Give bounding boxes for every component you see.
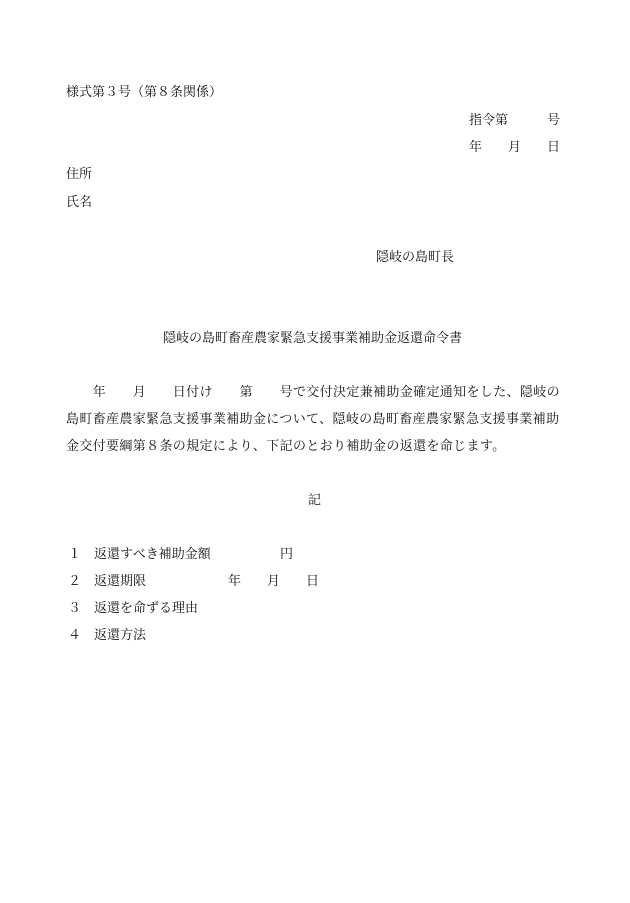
item-label: 返還期限: [94, 574, 147, 589]
command-number: 指令第 号: [469, 113, 561, 128]
body-line-1: 年 月 日付け 第 号で交付決定兼補助金確定通知をした、隠岐の: [66, 385, 560, 400]
item-label: 返還を命ずる理由: [94, 601, 199, 616]
item-value: 円: [280, 547, 294, 562]
address-label: 住所: [66, 167, 93, 182]
item-number: ４: [68, 628, 82, 643]
list-item: [0, 629, 630, 645]
document-title: 隠岐の島町畜産農家緊急支援事業補助金返還命令書: [163, 331, 463, 346]
form-number: 様式第３号（第８条関係）: [66, 85, 223, 100]
item-number: ２: [68, 574, 82, 589]
issuer-name: 隠岐の島町長: [376, 250, 455, 265]
ki-heading: 記: [308, 493, 322, 508]
name-label: 氏名: [66, 195, 93, 210]
issue-date: 年 月 日: [469, 140, 561, 155]
item-value: 年 月 日: [228, 574, 320, 589]
list-item: [0, 602, 630, 618]
list-item: [0, 548, 630, 564]
body-line-3: 金交付要綱第８条の規定により、下記のとおり補助金の返還を命じます。: [66, 439, 506, 454]
item-label: 返還すべき補助金額: [94, 547, 211, 562]
item-number: ３: [68, 601, 82, 616]
item-label: 返還方法: [94, 628, 147, 643]
body-line-2: 島町畜産農家緊急支援事業補助金について、隠岐の島町畜産農家緊急支援事業補助: [66, 412, 560, 427]
list-item: [0, 575, 630, 591]
item-number: １: [68, 547, 82, 562]
